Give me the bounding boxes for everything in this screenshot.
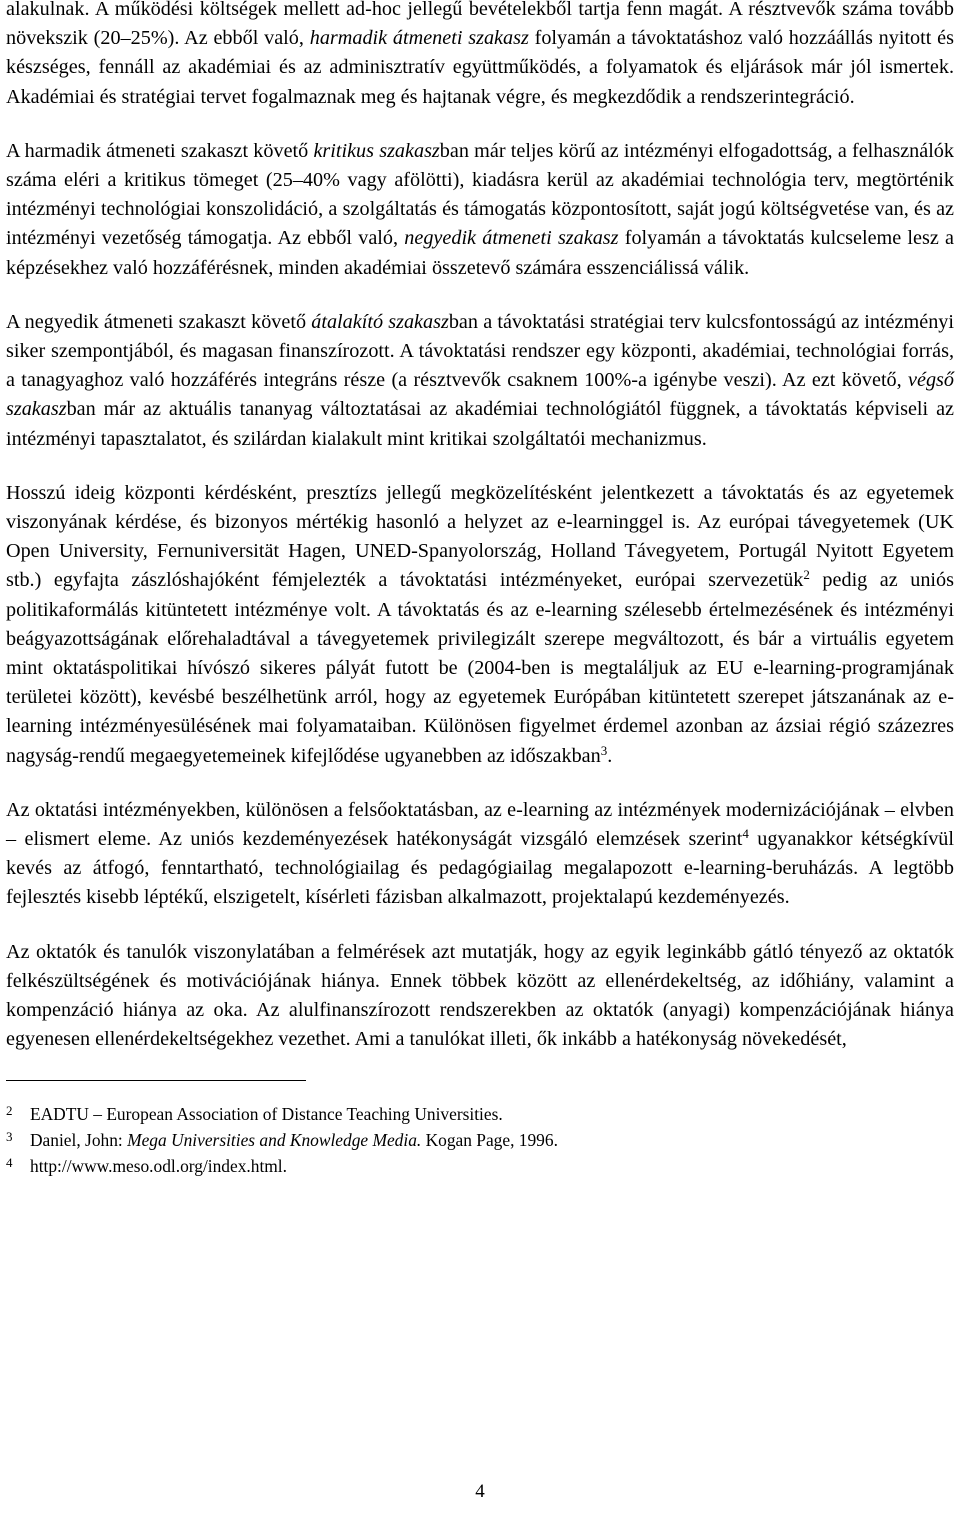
italic-text: átalakító szakasz: [311, 310, 449, 333]
text-span: Az oktatási intézményekben, különösen a felsőoktatásban, az e-learning az intézmények modernizációjának – elvben – elismert eleme. Az uniós kezdeményezések hatékonyságát vizsgáló elemzések szerint: [6, 798, 954, 851]
italic-text: negyedik átmeneti szakasz: [404, 227, 619, 250]
paragraph: [6, 0, 954, 112]
footnote-text: [30, 1127, 558, 1153]
italic-text: harmadik átmeneti szakasz: [309, 27, 529, 50]
footnote-number: 3: [6, 1128, 13, 1144]
text-span: ban már az aktuális tananyag változtatásai az akadémiai technológiától függnek, a távoktatás képviseli az intézményi tapasztalatot, és szilárdan kialakult mint kritikai szolgáltatói mechanizmus.: [6, 398, 954, 450]
italic-text: Mega Universities and Knowledge Media.: [127, 1129, 422, 1150]
paragraph: [6, 796, 954, 913]
text-span: .: [607, 744, 613, 767]
paragraph: [6, 137, 954, 283]
document-page: [6, 0, 954, 1179]
italic-text: végső szakasz: [6, 369, 954, 421]
text-span: ugyanakkor kétségkívül kevés az átfogó, fenntartható, technológiailag és pedagógiailag megalapozott e-learning-beruházás. A legtöbb fejlesztés kisebb léptékű, elszigetelt, kísérleti fázisban alkalmazott, projektalapú kezdeményezés.: [6, 828, 954, 909]
text-span: alakulnak. A működési költségek mellett ad-hoc jellegű bevételekből tartja fenn magát. A résztvevők száma tovább növekszik (20–25%). Az ebből való,: [6, 0, 954, 50]
footnote-text: [30, 1101, 503, 1127]
text-span: ban már teljes körű az intézményi elfogadottság, a felhasználók száma eléri a kritikus tömeget (25–40% vagy afölötti), kiadásra kerül az akadémiai technológia terv, megtörténik intézményi technológiai konszolidáció, a szolgáltatás és támogatás központosított, saját jogú költségvetése van, és az intézményi vezetőség támogatja. Az ebből való,: [6, 139, 954, 250]
text-span: A negyedik átmeneti szakaszt követő: [6, 310, 312, 333]
page-number: 4: [475, 1481, 485, 1502]
paragraph: [6, 308, 954, 454]
footnote: [6, 1127, 954, 1153]
text-span: Daniel, John:: [30, 1129, 128, 1150]
footnotes: [6, 1101, 954, 1179]
text-span: ban a távoktatási stratégiai terv kulcsfontosságú az intézményi siker szempontjából, és magasan finanszírozott. A távoktatási rendszer egy központi, akadémiai, technológiai forrás, a tanagyaghoz való hozzáférés integráns része (a résztvevők csaknem 100%-a igénybe veszi). Az ezt követő,: [6, 310, 954, 392]
footnote-ref: 4: [742, 826, 749, 842]
footnote-separator: [6, 1080, 306, 1081]
footnote-ref: 3: [600, 742, 608, 758]
text-span: folyamán a távoktatás kulcseleme lesz a képzésekhez való hozzáférésnek, minden akadémiai összetevő számára esszenciálissá válik.: [6, 227, 954, 279]
text-span: EADTU – European Association of Distance Teaching Universities.: [30, 1103, 503, 1124]
paragraph: [6, 479, 954, 771]
text-span: Az oktatók és tanulók viszonylatában a felmérések azt mutatják, hogy az egyik leginkább gátló tényező az oktatók felkészültségének és motivációjának hiánya. Ennek többek között az ellenérdekeltség, az időhiány, valamint a kompenzáció hiánya az oka. Az alulfinanszírozott rendszerekben az oktatók (anyagi) kompenzációjának hiánya egyenesen ellenérdekeltségekhez vezethet. Ami a tanulókat illeti, ők inkább a hatékonyság növekedését,: [6, 940, 954, 1051]
body-text: [6, 0, 954, 1055]
text-span: folyamán a távoktatáshoz való hozzáállás nyitott és készséges, fennáll az akadémiai és az adminisztratív együttműködés, a folyamatok és eljárások már jól ismertek. Akadémiai és stratégiai tervet fogalmaznak meg és hajtanak végre, és megkezdődik a rendszerintegráció.: [6, 27, 954, 108]
footnote-text: [30, 1153, 287, 1179]
text-span: Kogan Page, 1996.: [421, 1129, 558, 1150]
footnote-ref: 2: [803, 567, 810, 583]
text-span: http://www.meso.odl.org/index.html.: [30, 1155, 287, 1176]
text-span: A harmadik átmeneti szakaszt követő: [6, 139, 314, 162]
footnote: [6, 1101, 954, 1127]
text-span: pedig az uniós politikaformálás kitüntetett intézménye volt. A távoktatás és az e-learning szélesebb értelmezésének és intézményi beágyazottságának előrehaladtával a távegyetemek privilegizált szerepe megváltozott, és bár a virtuális egyetem mint oktatáspolitikai hívószó sikeres pályát futott be (2004-ben is megtaláljuk az EU e-learning-programjának területei között), kevésbé beszélhetünk arról, hogy az egyetemek Európában kitüntetett szerepet játszanának az e-learning intézményesülésének mai folyamataiban. Különösen figyelmet érdemel azonban az ázsiai régió százezres nagyság-rendű megaegyetemeinek kifejlődése ugyanebben az időszakban: [6, 569, 954, 767]
footnote-number: 2: [6, 1102, 13, 1118]
text-span: Hosszú ideig központi kérdésként, presztízs jellegű megközelítésként jelentkezett a távoktatás és az egyetemek viszonyának kérdése, és bizonyos mértékig hasonló a helyzet az e-learninggel is. Az európai távegyetemek (UK Open University, Fernuniversität Hagen, UNED-Spanyolország, Holland Távegyetem, Portugál Nyitott Egyetem stb.) egyfajta zászlóshajóként fémjelezték a távoktatási intézményeket, európai szervezetük: [6, 481, 954, 592]
italic-text: kritikus szakasz: [313, 139, 440, 162]
footnote: [6, 1153, 954, 1179]
paragraph: [6, 938, 954, 1055]
footnote-number: 4: [6, 1154, 13, 1170]
